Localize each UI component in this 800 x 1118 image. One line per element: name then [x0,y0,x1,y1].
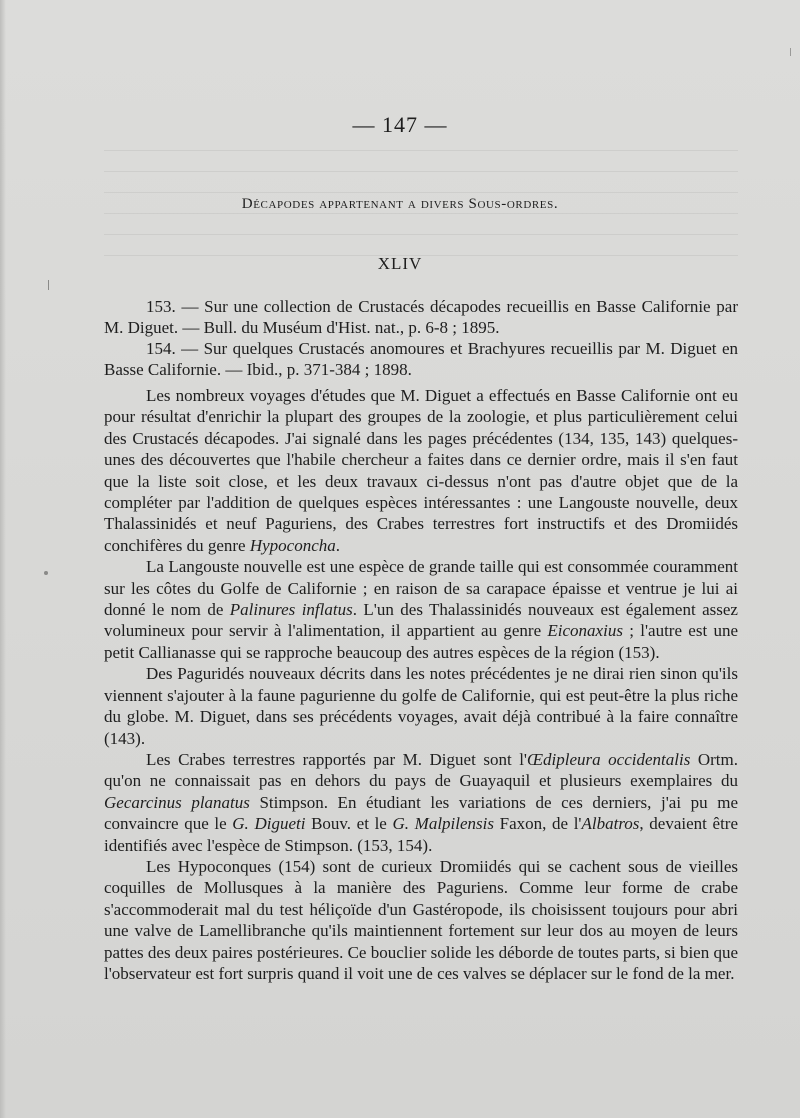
text-run: . L'un des Thalassinidés nouveaux est également assez volumineux pour servir à l'alimentation, il appartient au genre [104,600,738,641]
text-run: . [335,535,341,555]
margin-spot [44,571,48,575]
italic-term: Œdipleura occidentalis [526,749,691,769]
text-run: Faxon, de l' [494,814,582,834]
text-run: Des Paguridés nouveaux décrits dans les notes précédentes je ne dirai rien sinon qu'ils viennent s'ajouter à la faune pagurienne du golfe de Californie, qui est peut-être la plus riche du globe. M. Diguet, dans ses précédents voyages, avait déjà contribué à la faire connaître (143). [104,664,738,748]
italic-term: G. Malpilensis [392,814,494,834]
italic-term: G. Digueti [232,814,306,834]
text-run: Les Crabes terrestres rapportés par M. Diguet sont l' [146,749,527,769]
italic-term: Gecarcinus planatus [104,792,250,812]
text-run: , devaient être identifiés avec l'espèce de Stimpson. (153, 154). [104,814,738,855]
text-run: Bouv. et le [305,814,393,834]
italic-term: Palinures inflatus [229,600,353,620]
paragraph [104,663,738,749]
reference-list [104,296,738,380]
reference-entry: 153. — Sur une collection de Crustacés décapodes recueillis en Basse Californie par M. Diguet. — Bull. du Muséum d'Hist. nat., p. 6-8 ; 1895. [104,297,738,337]
italic-term: Albatros [581,814,640,834]
text-run: ; l'autre est une petit Callianasse qui se rapproche beaucoup des autres espèces de la région (153). [104,621,738,662]
text-run: Ortm. qu'on ne connaissait pas en dehors du pays de Guayaquil et plusieurs exemplaires du [104,749,738,791]
edge-mark [790,48,791,56]
text-run: Stimpson. En étudiant les variations de ces derniers, j'ai pu me convaincre que le [104,792,738,834]
paragraph [104,385,738,556]
paragraph [104,856,738,984]
paragraph [104,749,738,856]
body-text [104,385,738,984]
paragraph [104,556,738,663]
margin-mark [48,280,49,290]
text-run: Les nombreux voyages d'études que M. Diguet a effectués en Basse Californie ont eu pour résultat d'enrichir la plupart des groupes de la zoologie, et plus particulièrement celui des Crustacés décapodes. J'ai signalé dans les pages précédentes (134, 135, 143) quelques-unes des découvertes que l'habile chercheur a faites dans ce dernier ordre, mais il s'en faut que la liste soit close, et les deux travaux ci-dessus n'ont pas d'autre objet que de la compléter par l'addition de quelques espèces intéressantes : une Langouste nouvelle, deux Thalassinidés et neuf Paguriens, des Crabes terrestres fort instructifs et des Dromiidés conchifères du genre [104,386,738,555]
text-run: La Langouste nouvelle est une espèce de grande taille qui est consommée couramment sur les côtes du Golfe de Californie ; en raison de sa carapace épaisse et ventrue je lui ai donné le nom de [104,557,738,620]
reference-entry: 154. — Sur quelques Crustacés anomoures et Brachyures recueillis par M. Diguet en Basse Californie. — Ibid., p. 371-384 ; 1898. [104,339,738,379]
text-run: Les Hypoconques (154) sont de curieux Dromiidés qui se cachent sous de vieilles coquilles de Mollusques à la manière des Paguriens. Comme leur forme de crabe s'accommoderait mal du test héliçoïde d'un Gastéropode, ils choisissent toujours pour abri une valve de Lamellibranche qu'ils maintiennent fortement sur leur dos au moyen de leurs pattes des deux paires postérieures. Ce bouclier solide les déborde de toutes parts, si bien que l'observateur est fort surpris quand il voit une de ces valves se déplacer sur le fond de la mer. [104,856,739,983]
chapter-numeral: XLIV [377,254,423,273]
page-edge-shadow [0,0,6,1118]
page-number: — 147 — [352,112,448,137]
italic-term: Eiconaxius [547,621,623,641]
italic-term: Hypoconcha [249,535,336,555]
section-title: Décapodes appartenant a divers Sous-ordres. [241,196,559,212]
